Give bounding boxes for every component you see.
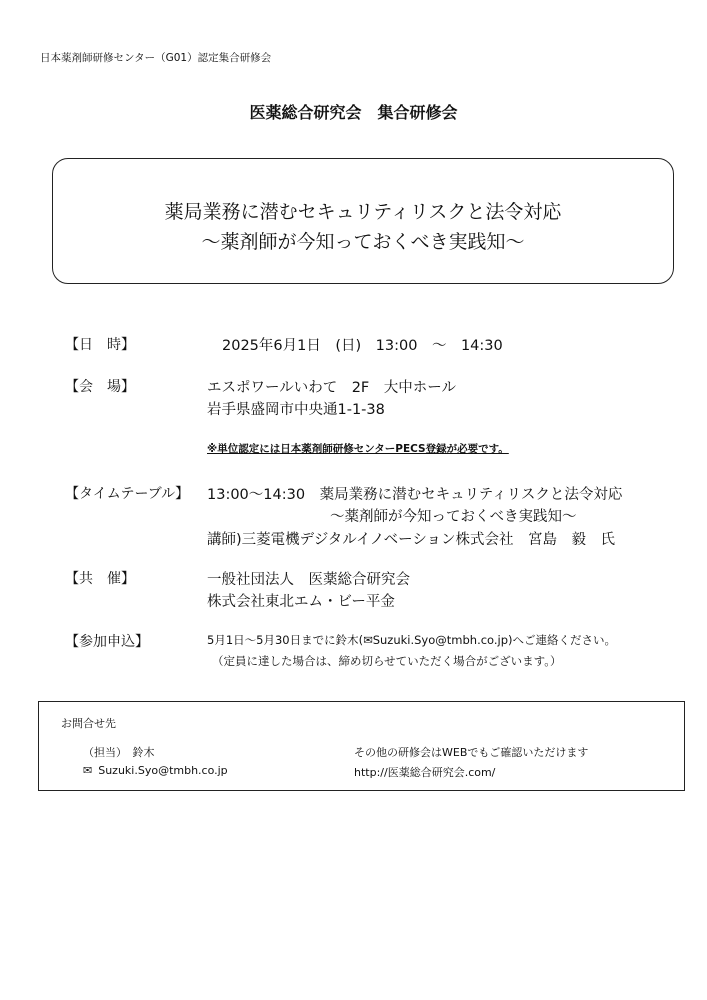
apply-instructions: 5月1日～5月30日までに鈴木(✉Suzuki.Syo@tmbh.co.jp)へご連絡ください。 bbox=[207, 633, 617, 647]
seminar-subtitle: ～薬剤師が今知っておくべき実践知～ bbox=[201, 231, 525, 253]
contact-email[interactable]: Suzuki.Syo@tmbh.co.jp bbox=[98, 764, 228, 777]
contact-person: （担当） 鈴木 bbox=[83, 746, 155, 759]
contact-heading: お問合せ先 bbox=[61, 717, 116, 730]
seminar-title-box bbox=[52, 158, 674, 284]
contact-box bbox=[38, 701, 685, 791]
venue-label: 【会 場】 bbox=[65, 379, 135, 395]
timetable-label: 【タイムテーブル】 bbox=[65, 486, 190, 502]
contact-email-row bbox=[83, 764, 228, 777]
timetable-session: 13:00～14:30 薬局業務に潜むセキュリティリスクと法令対応 bbox=[207, 487, 623, 503]
host-label: 【共 催】 bbox=[65, 571, 135, 587]
timetable-session-subtitle: ～薬剤師が今知っておくべき実践知～ bbox=[330, 509, 577, 525]
datetime-label: 【日 時】 bbox=[65, 337, 135, 353]
seminar-title: 薬局業務に潜むセキュリティリスクと法令対応 bbox=[164, 201, 562, 223]
apply-label: 【参加申込】 bbox=[65, 634, 149, 650]
timetable-lecturer: 講師)三菱電機デジタルイノベーション株式会社 宮島 毅 氏 bbox=[207, 532, 616, 548]
other-seminars-note: その他の研修会はWEBでもご確認いただけます bbox=[354, 746, 589, 759]
mail-icon: ✉ bbox=[83, 764, 93, 777]
venue-name: エスポワールいわて 2F 大中ホール bbox=[207, 380, 456, 396]
certification-note: 日本薬剤師研修センター（G01）認定集合研修会 bbox=[40, 52, 272, 64]
host-org-2: 株式会社東北エム・ビー平金 bbox=[207, 594, 395, 610]
page-title: 医薬総合研究会 集合研修会 bbox=[249, 103, 458, 122]
credit-note: ※単位認定には日本薬剤師研修センターPECS登録が必要です。 bbox=[207, 443, 509, 455]
website-link[interactable]: http://医薬総合研究会.com/ bbox=[354, 766, 496, 779]
datetime-value: 2025年6月1日 (日) 13:00 ～ 14:30 bbox=[222, 338, 503, 354]
apply-capacity-note: （定員に達した場合は、締め切らせていただく場合がございます。） bbox=[212, 654, 562, 668]
venue-address: 岩手県盛岡市中央通1-1-38 bbox=[207, 402, 385, 418]
host-org-1: 一般社団法人 医薬総合研究会 bbox=[207, 572, 410, 588]
